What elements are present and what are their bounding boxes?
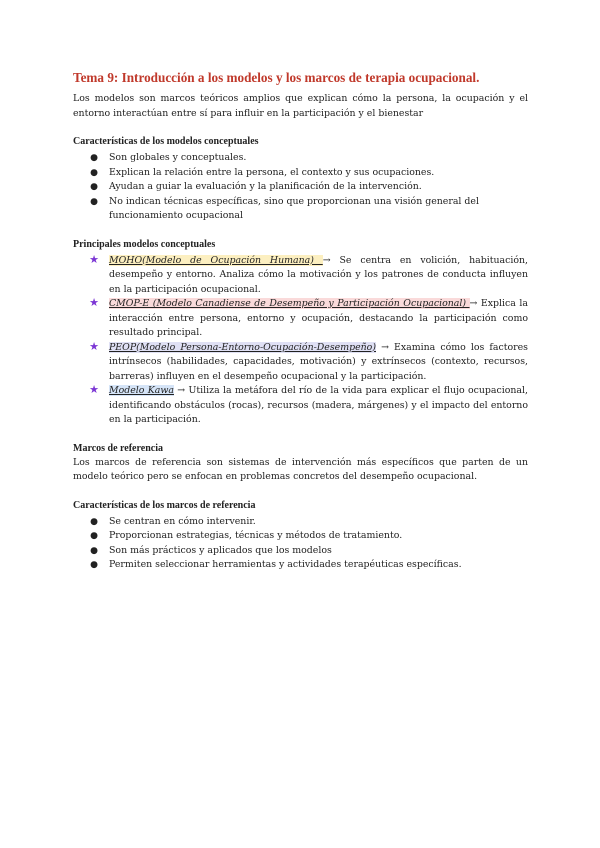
section-heading: Características de los marcos de referencia	[73, 499, 256, 511]
dot-bullet-icon: ●	[90, 560, 98, 570]
list-item-cmop-e: ★ CMOP-E (Modelo Canadiense de Desempeño y Participación Ocupacional) → Explica la interacción entre persona, entorno y ocupación, destacando la participación como resultado principal.	[89, 296, 528, 338]
list-item: ● Ayudan a guiar la evaluación y la planificación de la intervención.	[73, 180, 528, 195]
section-models-characteristics	[73, 135, 528, 224]
list-item: ● Explican la relación entre la persona, el contexto y sus ocupaciones.	[73, 166, 528, 181]
section-frames	[73, 442, 528, 485]
star-bullet-icon: ★	[89, 339, 99, 353]
dot-bullet-icon: ●	[90, 516, 98, 527]
list-item: ● Permiten seleccionar herramientas y actividades terapéuticas específicas.	[73, 558, 528, 573]
intro-paragraph: Los modelos son marcos teóricos amplios que explican cómo la persona, la ocupación y el entorno interactúan entre sí para influir en la participación y el bienestar	[73, 93, 528, 119]
bullet-list	[73, 515, 528, 573]
section-frames-characteristics	[73, 499, 528, 573]
star-bullet-icon: ★	[89, 383, 99, 396]
dot-bullet-icon: ●	[90, 545, 98, 556]
model-name-kawa: Modelo Kawa	[109, 385, 174, 396]
star-bullet-icon: ★	[89, 252, 99, 266]
list-item-peop: ★ PEOP(Modelo Persona-Entorno-Ocupación-Desempeño) → Examina cómo los factores intrínsecos (habilidades, capacidades, motivación) y extrínsecos (contexto, recursos, barreras) influyen en el desempeño ocupacional y la participación.	[89, 339, 528, 382]
star-list	[73, 254, 528, 428]
dot-bullet-icon: ●	[90, 167, 98, 178]
model-name-peop: PEOP(Modelo Persona-Entorno-Ocupación-Desempeño)	[109, 341, 376, 353]
dot-bullet-icon: ●	[90, 153, 98, 163]
section-heading: Características de los modelos conceptuales	[73, 136, 259, 147]
dot-bullet-icon: ●	[90, 182, 98, 192]
section-heading: Marcos de referencia	[73, 442, 163, 454]
frames-paragraph: Los marcos de referencia son sistemas de intervención más específicos que parten de un modelo teórico pero se enfocan en problemas concretos del desempeño ocupacional.	[73, 456, 528, 482]
list-item: ● No indican técnicas específicas, sino que proporcionan una visión general del funcionamiento ocupacional	[90, 195, 479, 221]
document-page	[73, 70, 528, 573]
list-item: ● Se centran en cómo intervenir.	[73, 515, 528, 530]
bullet-list	[73, 151, 528, 224]
list-item-moho: ★ MOHO(Modelo de Ocupación Humana) → Se centra en volición, habituación, desempeño y entorno. Analiza cómo la motivación y los patrones de conducta influyen en la participación ocupacional.	[89, 252, 528, 295]
model-name-moho: MOHO(Modelo de Ocupación Humana)	[109, 254, 323, 266]
list-item: ● Son más prácticos y aplicados que los modelos	[73, 544, 528, 559]
model-name-cmop-e: CMOP-E (Modelo Canadiense de Desempeño y Participación Ocupacional)	[109, 298, 470, 309]
dot-bullet-icon: ●	[90, 196, 98, 207]
section-heading: Principales modelos conceptuales	[73, 238, 216, 250]
list-item: ● Proporcionan estrategias, técnicas y métodos de tratamiento.	[73, 529, 528, 544]
star-bullet-icon: ★	[89, 296, 99, 309]
list-item: ● Son globales y conceptuales.	[73, 151, 528, 166]
page-title: Tema 9: Introducción a los modelos y los marcos de terapia ocupacional.	[73, 70, 480, 85]
list-item-kawa: ★ Modelo Kawa → Utiliza la metáfora del río de la vida para explicar el flujo ocupacional, identificando obstáculos (rocas), recursos (madera, márgenes) y el impacto del entorno en la participación.	[89, 383, 528, 425]
section-main-models	[73, 238, 528, 428]
dot-bullet-icon: ●	[90, 531, 98, 541]
